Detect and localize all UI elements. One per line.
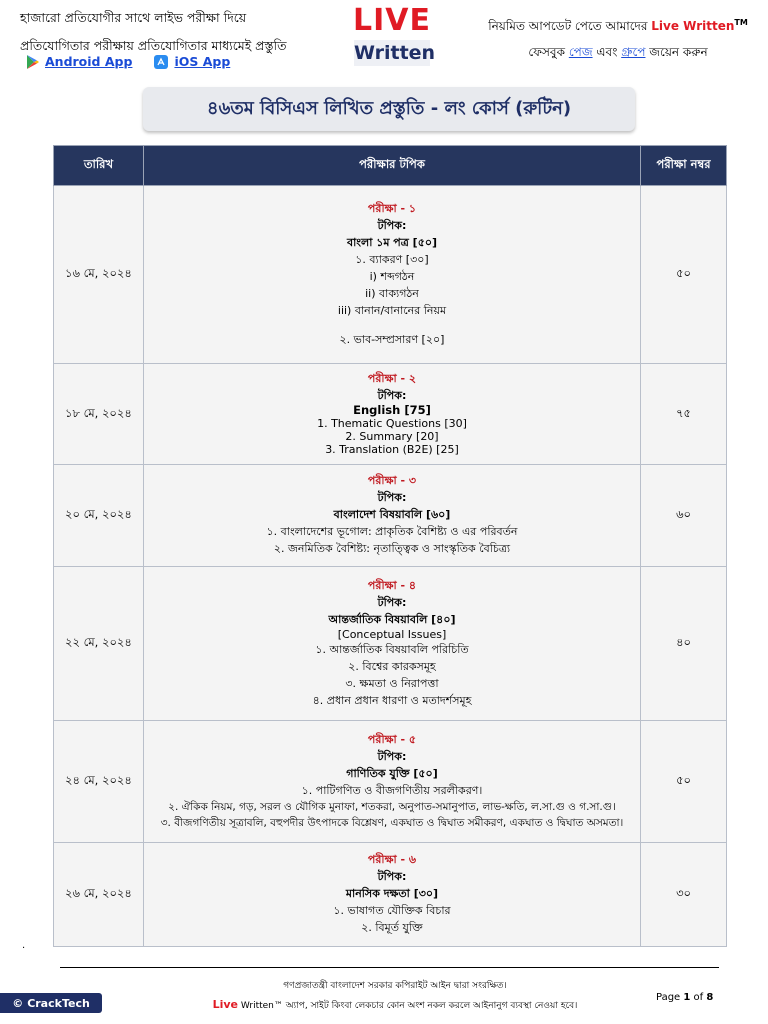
topic-line: ii) বাক্যগঠন: [365, 286, 419, 300]
exam-topic-cell: [143, 843, 640, 947]
topic-line: ২. জনমিতিক বৈশিষ্ট্য: নৃতাত্ত্বিক ও সাংস্কৃতিক বৈচিত্র্য: [273, 542, 511, 555]
exam-topic-cell: [143, 465, 640, 567]
topic-subject: বাংলাদেশ বিষয়াবলি [৬০]: [333, 508, 451, 521]
brand-name: Live Written: [651, 19, 735, 33]
app-store-icon: [154, 55, 168, 69]
exam-marks: ৭৫: [641, 364, 727, 465]
cracktech-badge: [0, 993, 102, 1013]
join-text: জয়েন করুন: [645, 45, 708, 59]
table-row: [54, 364, 727, 465]
copy-warning: [140, 998, 650, 1013]
exam-date: ১৮ মে, ২০২৪: [54, 364, 144, 465]
topic-note: [Conceptual Issues]: [337, 627, 447, 641]
page-of: of: [690, 992, 707, 1003]
page-total: 8: [706, 992, 714, 1003]
topic-line: ২. বিমূর্ত যুক্তি: [361, 921, 423, 934]
footer-divider: [60, 967, 719, 968]
exam-number: পরীক্ষা - ৫: [367, 732, 417, 746]
topic-line: ১. ভাষাগত যৌক্তিক বিচার: [333, 904, 451, 917]
stray-dot: .: [22, 940, 26, 951]
topic-label: টপিক:: [377, 595, 407, 609]
page-title-box: [143, 87, 635, 131]
header-date: তারিখ: [54, 146, 144, 186]
routine-table: [53, 145, 727, 947]
copyright-notice: গণপ্রজাতন্ত্রী বাংলাদেশ সরকার কপিরাইট আইন দ্বারা সংরক্ষিত।: [283, 981, 507, 991]
exam-topic-cell: [143, 364, 640, 465]
exam-number: পরীক্ষা - ১: [367, 201, 417, 215]
topic-label: টপিক:: [377, 389, 407, 402]
exam-marks: ৩০: [641, 843, 727, 947]
topic-label: টপিক:: [377, 491, 407, 504]
topic-line: ১. বাংলাদেশের ভূগোল: প্রাকৃতিক বৈশিষ্ট্য ও এর পরিবর্তন: [266, 525, 518, 538]
page-title: ৪৬তম বিসিএস লিখিত প্রস্তুতি - লং কোর্স (রুটিন): [206, 97, 572, 119]
topic-line: i) শব্দগঠন: [369, 269, 415, 283]
exam-number: পরীক্ষা - ৬: [367, 853, 417, 866]
topic-line: ৪. প্রধান প্রধান ধারণা ও মতাদর্শসমূহ: [312, 693, 472, 707]
topic-line: ১. পাটিগণিত ও বীজগণিতীয় সরলীকরণ।: [301, 783, 483, 797]
exam-date: ২৪ মে, ২০২৪: [54, 721, 144, 843]
ios-app-label: iOS App: [174, 54, 231, 69]
cracktech-label: CrackTech: [27, 996, 90, 1010]
trademark: TM: [734, 18, 748, 27]
topic-line: 1. Thematic Questions [30]: [317, 417, 467, 430]
logo-live-text: LIVE: [353, 3, 431, 38]
and-text: এবং: [592, 45, 622, 59]
table-row: [54, 843, 727, 947]
live-written-logo: [350, 4, 434, 72]
facebook-text: ফেসবুক: [528, 45, 569, 59]
copyright-icon: ©: [12, 996, 24, 1010]
header-marks: পরীক্ষা নম্বর: [641, 146, 727, 186]
table-row: [54, 186, 727, 364]
topic-subject: বাংলা ১ম পত্র [৫০]: [346, 235, 438, 249]
exam-topic-cell: [143, 567, 640, 721]
topic-line: ১. আন্তর্জাতিক বিষয়াবলি পরিচিতি: [315, 642, 469, 656]
topic-line: ২. ভাব-সম্প্রসারণ [২০]: [339, 332, 445, 346]
page-number: [656, 992, 713, 1003]
follow-line-1: [478, 18, 758, 38]
footer-warning-text: Written™ অ্যাপ, সাইট কিংবা লেকচার কোন অংশ নকল করলে আইনানুগ ব্যবস্থা নেওয়া হবে।: [238, 1001, 578, 1011]
exam-number: পরীক্ষা - ৩: [367, 474, 417, 487]
topic-line: ১. ব্যাকরণ [৩০]: [355, 252, 429, 266]
table-header-row: [54, 146, 727, 186]
exam-marks: ৬০: [641, 465, 727, 567]
page-prefix: Page: [656, 992, 684, 1003]
topic-subject: আন্তর্জাতিক বিষয়াবলি [৪০]: [328, 612, 456, 626]
exam-topic-cell: [143, 186, 640, 364]
exam-date: ২৬ মে, ২০২৪: [54, 843, 144, 947]
exam-date: ২২ মে, ২০২৪: [54, 567, 144, 721]
facebook-group-link[interactable]: গ্রুপে: [621, 45, 646, 59]
topic-label: টপিক:: [377, 749, 407, 763]
app-links: [26, 54, 230, 69]
ios-app-link[interactable]: [154, 54, 230, 69]
topic-subject: মানসিক দক্ষতা [৩০]: [345, 887, 439, 900]
topic-line: iii) বানান/বানানের নিয়ম: [337, 303, 447, 317]
topic-line: ২. বিশ্বের কারকসমূহ: [348, 659, 436, 673]
follow-line-2: [478, 44, 758, 64]
facebook-page-link[interactable]: পেজ: [568, 45, 593, 59]
android-app-link[interactable]: [26, 54, 132, 69]
topic-line: 3. Translation (B2E) [25]: [325, 443, 459, 456]
header-topic: পরীক্ষার টপিক: [143, 146, 640, 186]
table-row: [54, 567, 727, 721]
topic-line: ৩. ক্ষমতা ও নিরাপত্তা: [345, 676, 439, 690]
topic-line: ৩. বীজগণিতীয় সূত্রাবলি, বহুপদীর উৎপাদকে বিশ্লেষণ, একঘাত ও দ্বিঘাত সমীকরণ, একঘাত ও দ্বিঘাত অসমতা।: [160, 816, 624, 829]
exam-topic-cell: [143, 721, 640, 843]
topic-line: 2. Summary [20]: [345, 430, 439, 443]
logo-written-text: Written: [354, 42, 436, 64]
exam-marks: ৪০: [641, 567, 727, 721]
exam-marks: ৫০: [641, 721, 727, 843]
topic-subject: গাণিতিক যুক্তি [৫০]: [346, 766, 438, 780]
exam-marks: ৫০: [641, 186, 727, 364]
tagline-line-2: প্রতিযোগিতার পরীক্ষায় প্রতিযোগিতার মাধ্যমেই প্রস্তুতি: [20, 38, 287, 53]
exam-date: ২০ মে, ২০২৪: [54, 465, 144, 567]
table-row: [54, 721, 727, 843]
topic-line: ২. ঐকিক নিয়ম, গড়, সরল ও যৌগিক মুনাফা, শতকরা, অনুপাত-সমানুপাত, লাভ-ক্ষতি, ল.সা.গু ও গ.সা.গু।: [168, 800, 616, 813]
follow-text: নিয়মিত আপডেট পেতে আমাদের: [488, 19, 652, 33]
topic-label: টপিক:: [377, 870, 407, 883]
tagline-line-1: হাজারো প্রতিযোগীর সাথে লাইভ পরীক্ষা দিয়ে: [20, 10, 247, 25]
topic-label: টপিক:: [377, 218, 407, 232]
exam-number: পরীক্ষা - ২: [367, 372, 417, 385]
android-app-label: Android App: [45, 54, 133, 69]
exam-number: পরীক্ষা - ৪: [367, 578, 417, 592]
footer-brand: Live: [212, 998, 239, 1011]
topic-subject: English [75]: [353, 403, 431, 417]
table-row: [54, 465, 727, 567]
exam-date: ১৬ মে, ২০২৪: [54, 186, 144, 364]
google-play-icon: [26, 55, 39, 69]
page-current: 1: [683, 992, 691, 1003]
